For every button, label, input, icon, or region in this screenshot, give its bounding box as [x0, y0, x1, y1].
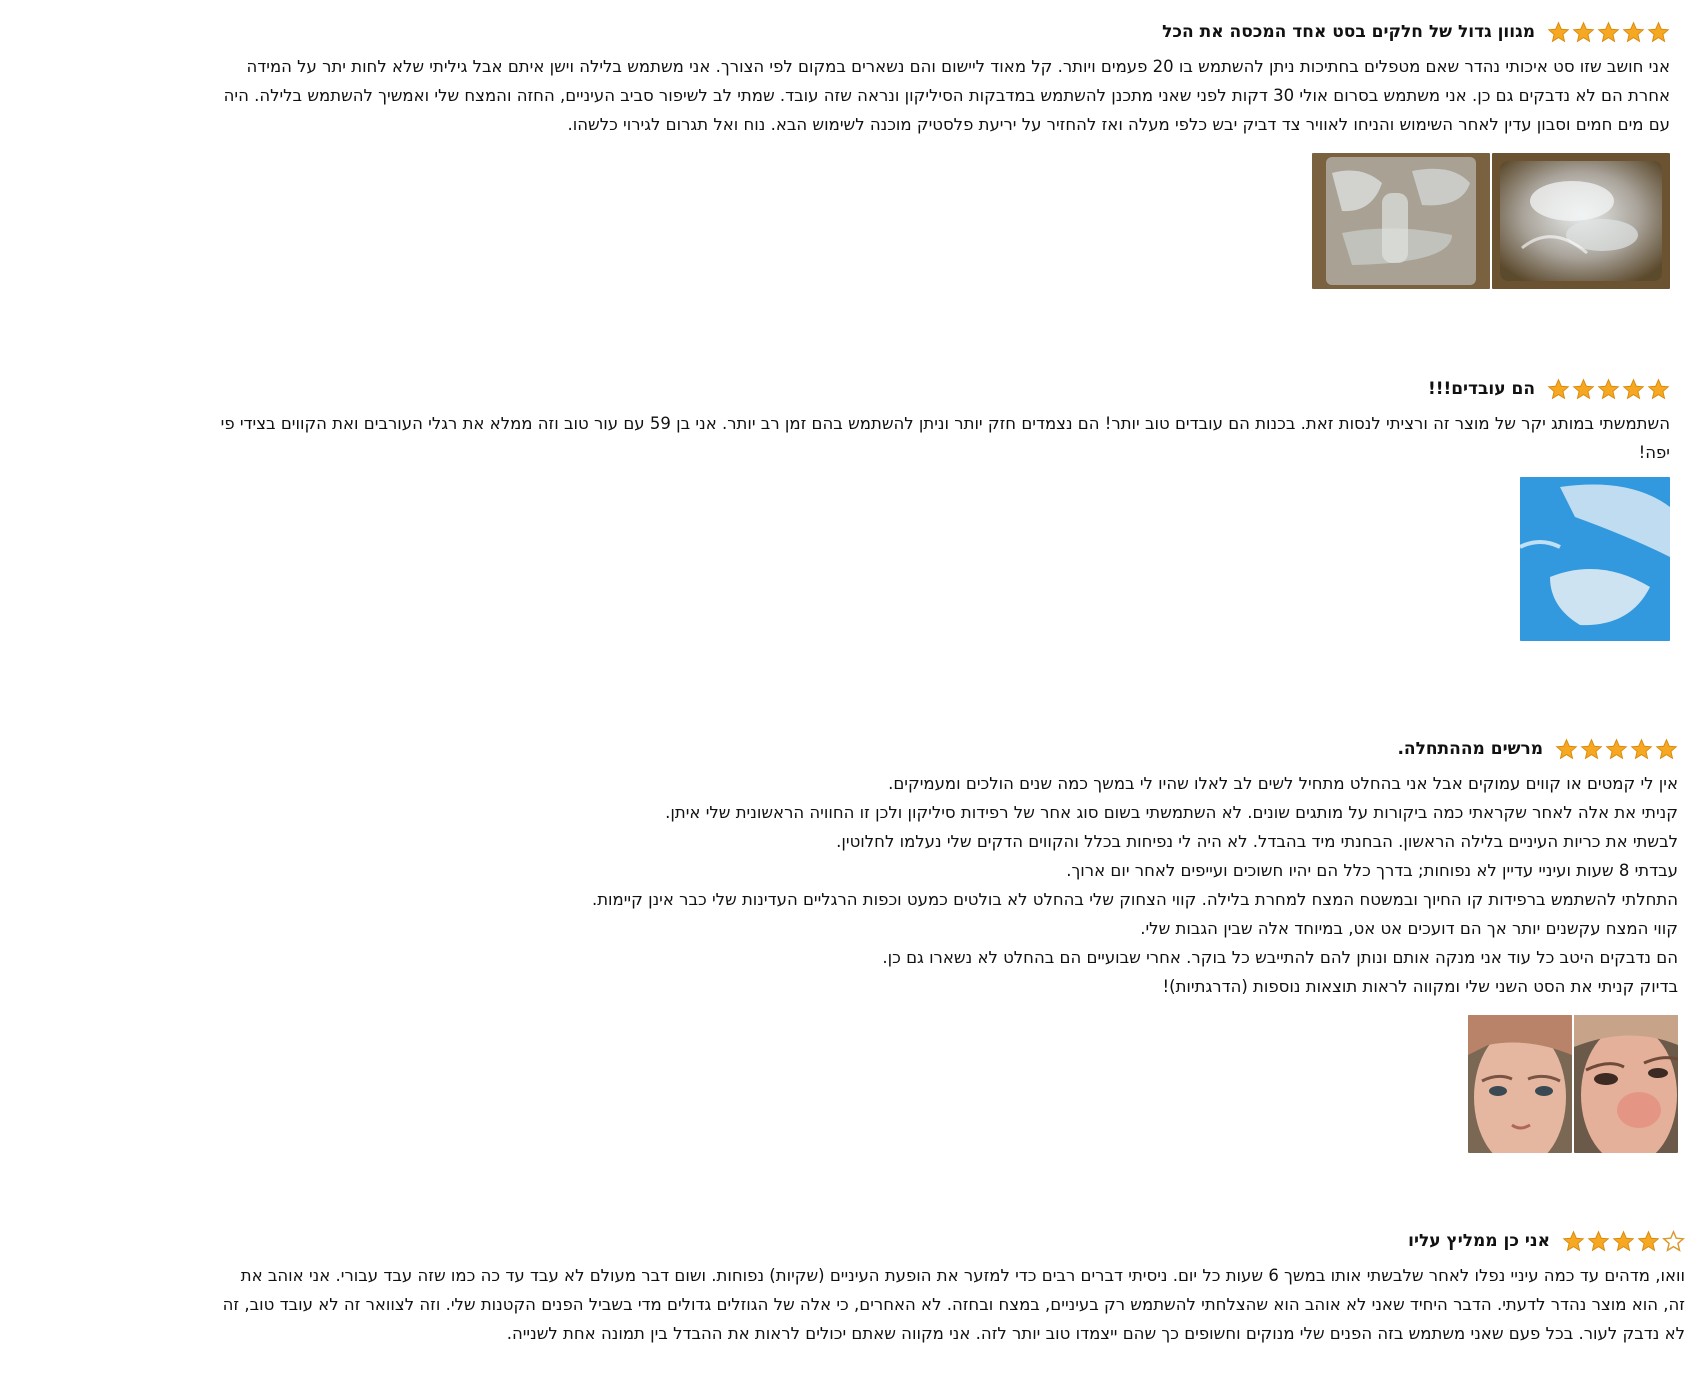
review-text-line: עם מים חמים וסבון עדין לאחר השימוש והניחו לאוויר צד דביק יבש כלפי מעלה ואז להחזיר על יריעת פלסטיק מוכנה לשימוש הבא. נוח ואל תגרום לגירוי כלשהו. — [567, 115, 1670, 134]
review-text-line: זה, הוא מוצר נהדר לדעתי. הדבר היחיד שאני לא אוהב הוא שהצלחתי להשתמש רק בעיניים, במצח ובחזה. לא האחרים, כי אלה של הגוזלים גדולים מדי בשביל הפנים הקטנות שלי. וזה לצוואר זה לא עובד טוב, זה — [222, 1295, 1685, 1314]
review-header — [85, 737, 1678, 761]
review-text-line: לא נדבק לעור. בכל פעם שאני משתמש בזה הפנים שלי מנוקים וחשופים כך שהם ייצמדו טוב יותר לזה. אני מקווה שאתם יכולים לראות את ההבדל בין תמונה אחת לשנייה. — [506, 1324, 1685, 1343]
review-text-line: השתמשתי במותג יקר של מוצר זה ורציתי לנסות זאת. בכנות הם עובדים טוב יותר! הם נצמדים חזק יותר וניתן להשתמש בהם זמן רב יותר. אני בן 59 עם עור טוב וזה ממלא את רגלי העורבים ואת הקווים בצידי פי — [220, 414, 1670, 433]
star-empty-icon — [1662, 1230, 1685, 1253]
review-text — [85, 409, 1670, 467]
star-filled-icon — [1580, 738, 1603, 761]
face-before-photo[interactable] — [1468, 1015, 1572, 1153]
star-filled-icon — [1630, 738, 1653, 761]
review-title: מרשים מההתחלה. — [1397, 739, 1543, 759]
review-text-line: אחרת הם לא נדבקים גם כן. אני משתמש בסרום אולי 30 דקות לפני שאני מתכנן להשתמש במדבקות הסיליקון ונראה שזה עובד. שמתי לב לשיפור סביב העיניים, החזה והמצח שלי ואמשיך להשתמש בלילה. היה — [223, 86, 1670, 105]
review-card — [60, 1229, 1685, 1348]
review-text-line: קווי המצח עקשנים יותר אך הם דועכים אט אט, במיוחד אלה שבין הגבות שלי. — [1140, 919, 1678, 938]
face-after-photo[interactable] — [1574, 1015, 1678, 1153]
star-filled-icon — [1572, 21, 1595, 44]
star-filled-icon — [1622, 21, 1645, 44]
review-text-line: בדיוק קניתי את הסט השני שלי ומקווה לראות תוצאות נוספות (הדרגתיות)! — [1162, 977, 1678, 996]
star-rating — [1562, 1230, 1685, 1253]
review-text-line: לבשתי את כריות העיניים בלילה הראשון. הבחנתי מיד בהבדל. לא היה לי נפיחות בכלל והקווים הדקים שלי נעלמו לחלוטין. — [836, 832, 1678, 851]
review-header — [85, 377, 1670, 401]
review-text-line: אין לי קמטים או קווים עמוקים אבל אני בהחלט מתחיל לשים לב לאלו שהיו לי במשך כמה שנים הולכים ומעמיקים. — [888, 774, 1678, 793]
review-header — [85, 20, 1670, 44]
review-photos — [85, 477, 1670, 641]
star-filled-icon — [1562, 1230, 1585, 1253]
star-rating — [1547, 378, 1670, 401]
review-title: מגוון גדול של חלקים בסט אחד המכסה את הכל — [1162, 22, 1535, 42]
star-rating — [1547, 21, 1670, 44]
eye-patches-on-blue-photo[interactable] — [1520, 477, 1670, 641]
star-filled-icon — [1597, 21, 1620, 44]
review-text — [85, 769, 1678, 1001]
star-filled-icon — [1587, 1230, 1610, 1253]
star-rating — [1555, 738, 1678, 761]
star-filled-icon — [1655, 738, 1678, 761]
star-filled-icon — [1547, 21, 1570, 44]
review-card — [85, 377, 1670, 641]
star-filled-icon — [1605, 738, 1628, 761]
review-text-line: קניתי את אלה לאחר שקראתי כמה ביקורות על מותגים שונים. לא השתמשתי בשום סוג אחר של רפידות סיליקון ולכן זו החוויה הראשונית שלי איתן. — [665, 803, 1678, 822]
review-card — [85, 737, 1678, 1153]
review-text-line: הם נדבקים היטב כל עוד אני מנקה אותם ונותן להם להתייבש כל בוקר. אחרי שבועיים הם בהחלט לא נשארו גם כן. — [882, 948, 1678, 967]
star-filled-icon — [1572, 378, 1595, 401]
review-card — [85, 20, 1670, 289]
review-text — [60, 1261, 1685, 1348]
star-filled-icon — [1555, 738, 1578, 761]
review-header — [60, 1229, 1685, 1253]
review-photos — [85, 153, 1670, 289]
review-text-line: עבדתי 8 שעות ועיניי עדיין לא נפוחות; בדרך כלל הם יהיו חשוכים ועייפים לאחר יום ארוך. — [1066, 861, 1678, 880]
review-title: אני כן ממליץ עליו — [1408, 1231, 1550, 1251]
star-filled-icon — [1647, 21, 1670, 44]
star-filled-icon — [1637, 1230, 1660, 1253]
star-filled-icon — [1612, 1230, 1635, 1253]
star-filled-icon — [1597, 378, 1620, 401]
clear-patches-packaged-photo[interactable] — [1492, 153, 1670, 289]
star-filled-icon — [1622, 378, 1645, 401]
star-filled-icon — [1647, 378, 1670, 401]
review-text-line: יפה! — [1638, 443, 1670, 462]
review-text-line: התחלתי להשתמש ברפידות קו החיוך ובמשטח המצח למחרת בלילה. קווי הצחוק שלי בהחלט לא בולטים כמעט וכפות הרגליים העדינות שלי כבר אינן קיימות. — [591, 890, 1678, 909]
review-photos — [85, 1015, 1678, 1153]
review-text — [85, 52, 1670, 139]
review-text-line: וואו, מדהים עד כמה עיניי נפלו לאחר שלבשתי אותו במשך 6 שעות כל יום. ניסיתי דברים רבים כדי למזער את הופעת העיניים (שקיות) נפוחות. ושום דבר מעולם לא עבד עד כה כמו שזה עבד עבורי. אני אוהב את — [240, 1266, 1685, 1285]
review-title: הם עובדים!!! — [1427, 379, 1535, 399]
review-text-line: אני חושב שזו סט איכותי נהדר שאם מטפלים בחתיכות ניתן להשתמש בו 20 פעמים ויותר. קל מאוד ליישום והם נשארים במקום לפי הצורך. אני משתמש בלילה וישן איתם אבל גיליתי שלא לחות יתר על המידה — [246, 57, 1670, 76]
star-filled-icon — [1547, 378, 1570, 401]
clear-patches-tray-photo[interactable] — [1312, 153, 1490, 289]
